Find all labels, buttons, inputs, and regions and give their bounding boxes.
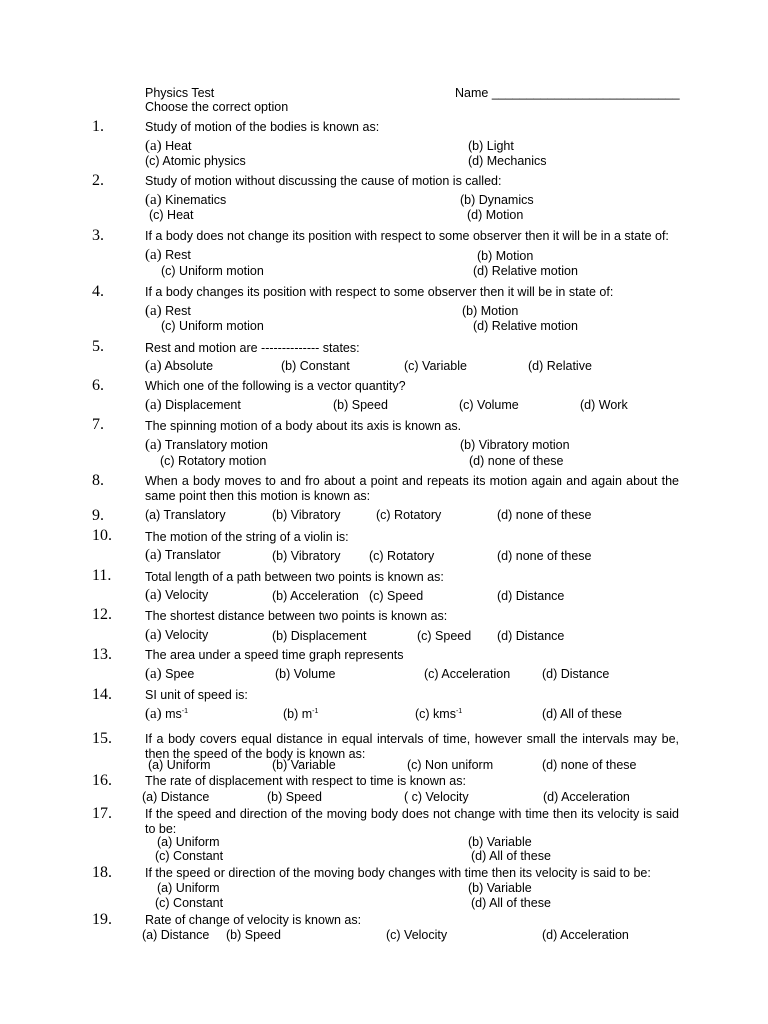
option-text: Constant xyxy=(169,849,224,863)
option-text: Rotatory xyxy=(390,508,442,522)
option-superscript: -1 xyxy=(312,708,319,715)
option-text: Kinematics xyxy=(161,193,227,207)
answer-option xyxy=(145,438,268,453)
option-text: Uniform motion xyxy=(175,264,264,278)
option-letter: (d) xyxy=(542,667,558,681)
option-text: none of these xyxy=(484,454,564,468)
option-text: Acceleration xyxy=(287,589,359,603)
option-text: All of these xyxy=(486,849,551,863)
option-text: Variable xyxy=(483,881,532,895)
option-letter: (c) xyxy=(155,849,170,863)
option-text: Vibratory xyxy=(287,549,341,563)
answer-option xyxy=(386,928,447,943)
option-letter: (d) xyxy=(497,549,513,563)
option-letter: (b) xyxy=(460,438,476,452)
option-letter: (b) xyxy=(281,359,297,373)
option-superscript: -1 xyxy=(455,708,463,715)
question-number: 12. xyxy=(92,606,112,623)
answer-option xyxy=(157,881,220,896)
answer-option xyxy=(528,359,592,374)
answer-option xyxy=(462,304,518,319)
option-letter: (a) xyxy=(157,881,173,895)
option-letter: (d) xyxy=(473,319,489,333)
question-number: 16. xyxy=(92,772,112,789)
instruction-text: Choose the correct option xyxy=(145,100,289,114)
option-letter: (b) xyxy=(272,508,288,522)
answer-option xyxy=(469,454,564,469)
answer-option xyxy=(145,304,191,319)
option-text: Volume xyxy=(473,398,519,412)
answer-option xyxy=(542,707,622,722)
option-letter: (b) xyxy=(272,629,288,643)
option-text: none of these xyxy=(557,758,637,772)
answer-option xyxy=(145,359,213,374)
option-text: m xyxy=(298,707,313,721)
question-text: If a body does not change its position with respect to some observer then it will be in a state of: xyxy=(145,229,669,243)
option-text: Atomic physics xyxy=(159,154,246,168)
question-number: 1. xyxy=(92,118,104,135)
question-number: 7. xyxy=(92,416,104,433)
option-text: Relative xyxy=(543,359,592,373)
option-text: Heat xyxy=(163,208,194,222)
option-text: Translator xyxy=(161,548,221,562)
answer-option xyxy=(145,248,191,263)
answer-option xyxy=(404,790,469,805)
answer-option xyxy=(467,208,523,223)
answer-option xyxy=(424,667,510,682)
option-letter: (d) xyxy=(497,508,513,522)
question-number: 18. xyxy=(92,864,112,881)
option-text: Velocity xyxy=(400,928,448,942)
question-text: Rate of change of velocity is known as: xyxy=(145,913,362,927)
option-letter: (a) xyxy=(145,247,162,263)
option-letter: (b) xyxy=(226,928,242,942)
answer-option xyxy=(459,398,519,413)
option-letter: (c) xyxy=(417,629,432,643)
option-text: Absolute xyxy=(161,359,214,373)
option-text: kms xyxy=(429,707,456,721)
option-letter: (c) xyxy=(149,208,164,222)
option-text: Heat xyxy=(161,139,192,153)
option-letter: (d) xyxy=(473,264,489,278)
option-letter: (a) xyxy=(145,192,162,208)
answer-option xyxy=(471,896,551,911)
answer-option xyxy=(272,508,341,523)
option-text: Distance xyxy=(512,629,565,643)
option-letter: (a) xyxy=(142,790,158,804)
answer-option xyxy=(149,208,193,223)
question-number: 17. xyxy=(92,805,112,822)
option-text: Velocity xyxy=(161,588,209,602)
answer-option xyxy=(145,588,208,603)
option-text: Dynamics xyxy=(475,193,534,207)
option-letter: (b) xyxy=(267,790,283,804)
option-letter: (d) xyxy=(497,629,513,643)
answer-option xyxy=(145,508,226,523)
option-letter: (b) xyxy=(272,549,288,563)
option-text: Speed xyxy=(383,589,424,603)
question-text: Which one of the following is a vector quantity? xyxy=(145,379,406,393)
option-letter: (c) xyxy=(369,589,384,603)
option-letter: (a) xyxy=(145,706,162,722)
option-text: Rotatory motion xyxy=(174,454,267,468)
option-text: All of these xyxy=(486,896,551,910)
option-letter: (b) xyxy=(275,667,291,681)
option-text: Displacement xyxy=(287,629,367,643)
option-text: Distance xyxy=(557,667,610,681)
question-text: The shortest distance between two points is known as: xyxy=(145,609,448,623)
answer-option xyxy=(281,359,350,374)
option-text: Uniform xyxy=(163,758,211,772)
option-text: Relative motion xyxy=(488,264,578,278)
option-text: Mechanics xyxy=(483,154,547,168)
option-letter: (d) xyxy=(467,208,483,222)
question-number: 14. xyxy=(92,686,112,703)
question-number: 8. xyxy=(92,472,104,489)
option-letter: (c) xyxy=(424,667,439,681)
option-letter: (a) xyxy=(145,547,162,563)
option-letter: (b) xyxy=(462,304,478,318)
option-text: Translatory xyxy=(160,508,226,522)
option-letter: (c) xyxy=(160,454,175,468)
option-text: Acceleration xyxy=(557,928,629,942)
answer-option xyxy=(468,881,532,896)
option-letter: (a) xyxy=(145,358,162,374)
answer-option xyxy=(542,758,637,773)
option-text: Vibratory xyxy=(287,508,341,522)
question-number: 13. xyxy=(92,646,112,663)
option-letter: (a) xyxy=(145,508,161,522)
answer-option xyxy=(145,628,208,643)
option-text: Translatory motion xyxy=(161,438,268,452)
answer-option xyxy=(471,849,551,864)
answer-option xyxy=(417,629,471,644)
option-letter: (b) xyxy=(468,139,484,153)
answer-option xyxy=(473,264,578,279)
option-letter: (a) xyxy=(145,666,162,682)
option-letter: (b) xyxy=(283,707,299,721)
option-letter: (c) xyxy=(161,264,176,278)
answer-option xyxy=(145,398,241,413)
option-text: Motion xyxy=(477,304,519,318)
option-letter: (c) xyxy=(145,154,160,168)
question-text: Rest and motion are -------------- states: xyxy=(145,341,360,355)
option-letter: (d) xyxy=(469,454,485,468)
option-text: All of these xyxy=(557,707,622,721)
option-text: Vibratory motion xyxy=(475,438,570,452)
answer-option xyxy=(155,849,223,864)
answer-option xyxy=(468,139,514,154)
answer-option xyxy=(468,154,547,169)
option-text: Non uniform xyxy=(421,758,494,772)
option-text: Motion xyxy=(492,249,534,263)
option-text: Speed xyxy=(282,790,322,804)
answer-option xyxy=(161,264,264,279)
option-text: none of these xyxy=(512,549,592,563)
option-text: Uniform xyxy=(172,881,220,895)
option-letter: (b) xyxy=(272,758,288,772)
answer-option xyxy=(580,398,628,413)
option-letter: (a) xyxy=(145,138,162,154)
test-title: Physics Test xyxy=(145,86,215,100)
answer-option xyxy=(145,548,221,563)
answer-option xyxy=(283,707,318,722)
option-letter: (a) xyxy=(145,627,162,643)
option-letter: (b) xyxy=(468,835,484,849)
option-letter: (c) xyxy=(415,707,430,721)
option-text: Distance xyxy=(512,589,565,603)
answer-option xyxy=(542,667,609,682)
answer-option xyxy=(415,707,462,722)
question-text: Total length of a path between two points is known as: xyxy=(145,570,444,584)
answer-option xyxy=(145,667,194,682)
option-letter: (c) xyxy=(386,928,401,942)
option-text: Constant xyxy=(296,359,350,373)
answer-option xyxy=(161,319,264,334)
option-letter: (a) xyxy=(142,928,158,942)
question-text: The rate of displacement with respect to time is known as: xyxy=(145,774,466,788)
question-text: Study of motion without discussing the cause of motion is called: xyxy=(145,174,502,188)
answer-option xyxy=(155,896,223,911)
option-text: Rotatory xyxy=(383,549,435,563)
question-number: 4. xyxy=(92,283,104,300)
question-number: 19. xyxy=(92,911,112,928)
option-text: Uniform xyxy=(172,835,220,849)
option-text: Constant xyxy=(169,896,224,910)
option-text: none of these xyxy=(512,508,592,522)
option-letter: ( c) xyxy=(404,790,423,804)
answer-option xyxy=(333,398,388,413)
answer-option xyxy=(376,508,441,523)
answer-option xyxy=(460,438,570,453)
option-text: Speed xyxy=(431,629,472,643)
option-text: Speed xyxy=(348,398,388,412)
question-number: 11. xyxy=(92,567,112,584)
option-letter: (c) xyxy=(161,319,176,333)
option-text: Distance xyxy=(157,928,210,942)
option-letter: (c) xyxy=(369,549,384,563)
answer-option xyxy=(142,928,209,943)
answer-option xyxy=(275,667,335,682)
answer-option xyxy=(404,359,467,374)
option-text: Variable xyxy=(483,835,532,849)
question-text: The motion of the string of a violin is: xyxy=(145,530,349,544)
option-letter: (d) xyxy=(528,359,544,373)
answer-option xyxy=(497,589,564,604)
option-letter: (d) xyxy=(471,896,487,910)
option-superscript: -1 xyxy=(181,708,189,715)
option-text: Velocity xyxy=(422,790,469,804)
option-letter: (b) xyxy=(272,589,288,603)
answer-option xyxy=(497,629,564,644)
question-number: 3. xyxy=(92,227,104,244)
option-letter: (d) xyxy=(543,790,559,804)
question-text: If the speed or direction of the moving body changes with time then its velocity is said to be: xyxy=(145,866,651,880)
option-letter: (a) xyxy=(145,437,162,453)
answer-option xyxy=(272,629,366,644)
answer-option xyxy=(497,549,592,564)
option-letter: (a) xyxy=(148,758,164,772)
answer-option xyxy=(473,319,578,334)
answer-option xyxy=(267,790,322,805)
option-text: Distance xyxy=(157,790,210,804)
option-letter: (a) xyxy=(145,303,162,319)
answer-option xyxy=(369,549,434,564)
answer-option xyxy=(157,835,220,850)
option-letter: (d) xyxy=(497,589,513,603)
answer-option xyxy=(272,758,336,773)
option-letter: (b) xyxy=(477,249,493,263)
option-text: Variable xyxy=(418,359,467,373)
option-text: Motion xyxy=(482,208,524,222)
option-letter: (c) xyxy=(155,896,170,910)
answer-option xyxy=(145,154,246,169)
option-text: Acceleration xyxy=(558,790,630,804)
question-number: 9. xyxy=(92,507,104,524)
option-letter: (a) xyxy=(157,835,173,849)
option-text: Uniform motion xyxy=(175,319,264,333)
question-number: 5. xyxy=(92,338,104,355)
option-text: Acceleration xyxy=(438,667,511,681)
option-text: Velocity xyxy=(161,628,209,642)
answer-option xyxy=(369,589,423,604)
question-text: The area under a speed time graph represents xyxy=(145,648,404,662)
answer-option xyxy=(468,835,532,850)
answer-option xyxy=(160,454,266,469)
option-letter: (b) xyxy=(468,881,484,895)
option-text: Displacement xyxy=(161,398,241,412)
answer-option xyxy=(407,758,493,773)
option-letter: (b) xyxy=(333,398,349,412)
answer-option xyxy=(497,508,592,523)
option-text: Light xyxy=(483,139,514,153)
answer-option xyxy=(272,589,359,604)
answer-option xyxy=(477,249,533,264)
answer-option xyxy=(272,549,341,564)
question-number: 15. xyxy=(92,730,112,747)
option-letter: (c) xyxy=(459,398,474,412)
option-letter: (c) xyxy=(376,508,391,522)
option-letter: (d) xyxy=(471,849,487,863)
question-number: 10. xyxy=(92,527,112,544)
question-text: Study of motion of the bodies is known as: xyxy=(145,120,380,134)
option-letter: (c) xyxy=(404,359,419,373)
answer-option xyxy=(145,707,188,722)
option-text: Volume xyxy=(290,667,336,681)
answer-option xyxy=(145,139,192,154)
option-letter: (d) xyxy=(580,398,596,412)
answer-option xyxy=(142,790,209,805)
option-text: Relative motion xyxy=(488,319,578,333)
option-text: Rest xyxy=(161,304,191,318)
question-text: If a body changes its position with respect to some observer then it will be in state of: xyxy=(145,285,614,299)
question-text: If the speed and direction of the moving body does not change with time then its velocity is said to be: xyxy=(145,807,679,836)
option-letter: (a) xyxy=(145,587,162,603)
question-text: When a body moves to and fro about a point and repeats its motion again and again about the same point then this motion is known as: xyxy=(145,474,679,503)
option-letter: (d) xyxy=(542,707,558,721)
option-letter: (b) xyxy=(460,193,476,207)
answer-option xyxy=(543,790,630,805)
option-text: Rest xyxy=(161,248,191,262)
option-text: Variable xyxy=(287,758,336,772)
name-field-label: Name ___________________________ xyxy=(455,86,680,100)
answer-option xyxy=(460,193,534,208)
question-number: 6. xyxy=(92,377,104,394)
question-text: If a body covers equal distance in equal intervals of time, however small the intervals may be, then the speed of the body is known as: xyxy=(145,732,679,761)
answer-option xyxy=(226,928,281,943)
option-letter: (a) xyxy=(145,397,162,413)
option-text: ms xyxy=(161,707,182,721)
question-number: 2. xyxy=(92,172,104,189)
question-text: The spinning motion of a body about its axis is known as. xyxy=(145,419,462,433)
option-text: Work xyxy=(595,398,628,412)
answer-option xyxy=(148,758,211,773)
option-letter: (d) xyxy=(542,758,558,772)
option-letter: (d) xyxy=(468,154,484,168)
option-text: Speed xyxy=(241,928,281,942)
option-letter: (c) xyxy=(407,758,422,772)
option-letter: (d) xyxy=(542,928,558,942)
answer-option xyxy=(542,928,629,943)
question-text: SI unit of speed is: xyxy=(145,688,248,702)
option-text: Spee xyxy=(161,667,195,681)
answer-option xyxy=(145,193,226,208)
